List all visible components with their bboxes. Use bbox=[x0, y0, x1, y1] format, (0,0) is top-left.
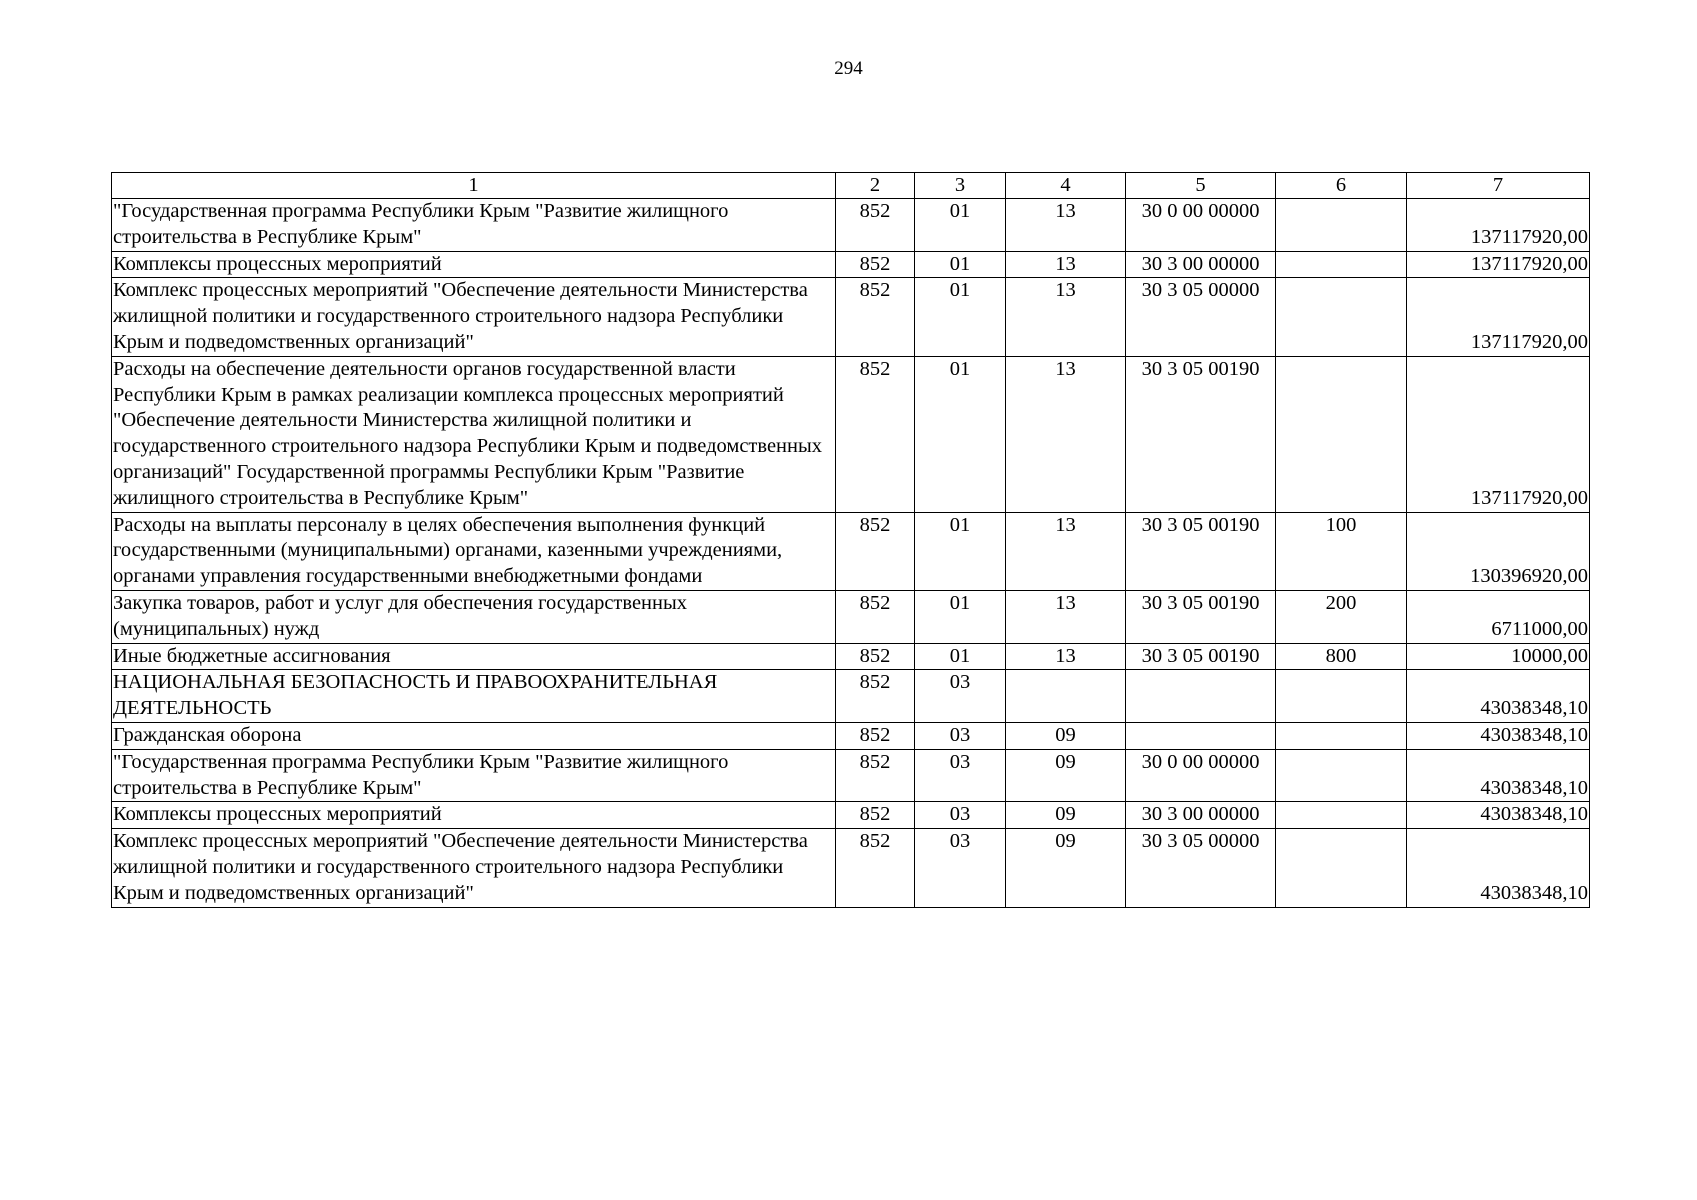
row-col3-cell: 01 bbox=[915, 590, 1006, 643]
table-header bbox=[112, 173, 1590, 199]
row-amount-cell: 137117920,00 bbox=[1407, 356, 1590, 512]
row-col2-cell: 852 bbox=[836, 749, 915, 802]
row-col2-cell: 852 bbox=[836, 199, 915, 252]
row-col2-cell: 852 bbox=[836, 251, 915, 278]
column-header-3: 3 bbox=[915, 173, 1006, 199]
row-col4-cell: 13 bbox=[1006, 356, 1126, 512]
row-col5-cell bbox=[1126, 670, 1276, 723]
table-row bbox=[112, 749, 1590, 802]
table-row bbox=[112, 590, 1590, 643]
row-col6-cell bbox=[1276, 829, 1407, 907]
row-name-cell: "Государственная программа Республики Крым "Развитие жилищного строительства в Республике Крым" bbox=[112, 749, 836, 802]
column-header-4: 4 bbox=[1006, 173, 1126, 199]
row-col5-cell: 30 3 05 00000 bbox=[1126, 278, 1276, 356]
row-col3-cell: 03 bbox=[915, 670, 1006, 723]
row-col5-cell: 30 3 05 00000 bbox=[1126, 829, 1276, 907]
budget-table bbox=[111, 172, 1590, 908]
row-name-cell: Комплексы процессных мероприятий bbox=[112, 251, 836, 278]
row-amount-cell: 10000,00 bbox=[1407, 643, 1590, 670]
table-row bbox=[112, 356, 1590, 512]
row-name-cell: Иные бюджетные ассигнования bbox=[112, 643, 836, 670]
row-col3-cell: 03 bbox=[915, 802, 1006, 829]
row-amount-cell: 137117920,00 bbox=[1407, 251, 1590, 278]
row-col4-cell: 13 bbox=[1006, 278, 1126, 356]
row-col6-cell bbox=[1276, 722, 1407, 749]
table-row bbox=[112, 278, 1590, 356]
row-col3-cell: 01 bbox=[915, 278, 1006, 356]
row-col3-cell: 01 bbox=[915, 251, 1006, 278]
row-name-cell: НАЦИОНАЛЬНАЯ БЕЗОПАСНОСТЬ И ПРАВООХРАНИТЕЛЬНАЯ ДЕЯТЕЛЬНОСТЬ bbox=[112, 670, 836, 723]
row-col4-cell: 13 bbox=[1006, 512, 1126, 590]
column-header-2: 2 bbox=[836, 173, 915, 199]
row-col2-cell: 852 bbox=[836, 802, 915, 829]
row-col4-cell: 09 bbox=[1006, 722, 1126, 749]
row-col5-cell bbox=[1126, 722, 1276, 749]
row-col6-cell: 800 bbox=[1276, 643, 1407, 670]
row-col5-cell: 30 3 00 00000 bbox=[1126, 802, 1276, 829]
row-col3-cell: 01 bbox=[915, 356, 1006, 512]
table-row bbox=[112, 802, 1590, 829]
row-amount-cell: 130396920,00 bbox=[1407, 512, 1590, 590]
row-amount-cell: 137117920,00 bbox=[1407, 199, 1590, 252]
row-col5-cell: 30 3 05 00190 bbox=[1126, 643, 1276, 670]
row-col6-cell bbox=[1276, 356, 1407, 512]
table-row bbox=[112, 251, 1590, 278]
row-col2-cell: 852 bbox=[836, 590, 915, 643]
table-body bbox=[112, 199, 1590, 908]
row-col6-cell: 100 bbox=[1276, 512, 1407, 590]
table-row bbox=[112, 643, 1590, 670]
row-col3-cell: 03 bbox=[915, 749, 1006, 802]
row-col6-cell bbox=[1276, 278, 1407, 356]
row-col6-cell: 200 bbox=[1276, 590, 1407, 643]
row-col2-cell: 852 bbox=[836, 643, 915, 670]
row-col5-cell: 30 3 05 00190 bbox=[1126, 512, 1276, 590]
row-col3-cell: 01 bbox=[915, 643, 1006, 670]
row-col6-cell bbox=[1276, 251, 1407, 278]
row-col3-cell: 03 bbox=[915, 722, 1006, 749]
row-col4-cell: 09 bbox=[1006, 802, 1126, 829]
row-col6-cell bbox=[1276, 802, 1407, 829]
row-col2-cell: 852 bbox=[836, 356, 915, 512]
row-col4-cell: 13 bbox=[1006, 251, 1126, 278]
table-row bbox=[112, 512, 1590, 590]
table-row bbox=[112, 199, 1590, 252]
row-col6-cell bbox=[1276, 199, 1407, 252]
row-name-cell: Расходы на выплаты персоналу в целях обеспечения выполнения функций государственными (муниципальными) органами, казенными учреждениями, органами управления государственными внебюджетными фондами bbox=[112, 512, 836, 590]
table-row bbox=[112, 829, 1590, 907]
row-name-cell: Комплекс процессных мероприятий "Обеспечение деятельности Министерства жилищной политики и государственного строительного надзора Республики Крым и подведомственных организаций" bbox=[112, 278, 836, 356]
row-col4-cell: 09 bbox=[1006, 749, 1126, 802]
row-amount-cell: 43038348,10 bbox=[1407, 670, 1590, 723]
row-col2-cell: 852 bbox=[836, 670, 915, 723]
table-row bbox=[112, 722, 1590, 749]
row-amount-cell: 43038348,10 bbox=[1407, 802, 1590, 829]
row-amount-cell: 6711000,00 bbox=[1407, 590, 1590, 643]
row-amount-cell: 43038348,10 bbox=[1407, 749, 1590, 802]
row-col5-cell: 30 0 00 00000 bbox=[1126, 199, 1276, 252]
column-header-5: 5 bbox=[1126, 173, 1276, 199]
header-row bbox=[112, 173, 1590, 199]
row-col4-cell: 13 bbox=[1006, 199, 1126, 252]
row-col4-cell: 09 bbox=[1006, 829, 1126, 907]
row-amount-cell: 137117920,00 bbox=[1407, 278, 1590, 356]
row-name-cell: Расходы на обеспечение деятельности органов государственной власти Республики Крым в рамках реализации комплекса процессных мероприятий "Обеспечение деятельности Министерства жилищной политики и государственного строительного надзора Республики Крым и подведомственных организаций" Государственной программы Республики Крым "Развитие жилищного строительства в Республике Крым" bbox=[112, 356, 836, 512]
row-col6-cell bbox=[1276, 670, 1407, 723]
row-col2-cell: 852 bbox=[836, 829, 915, 907]
table-row bbox=[112, 670, 1590, 723]
row-col5-cell: 30 3 05 00190 bbox=[1126, 590, 1276, 643]
row-col3-cell: 01 bbox=[915, 199, 1006, 252]
row-col2-cell: 852 bbox=[836, 722, 915, 749]
page-number: 294 bbox=[834, 58, 863, 79]
row-col6-cell bbox=[1276, 749, 1407, 802]
row-col4-cell: 13 bbox=[1006, 590, 1126, 643]
row-col5-cell: 30 0 00 00000 bbox=[1126, 749, 1276, 802]
row-name-cell: Комплексы процессных мероприятий bbox=[112, 802, 836, 829]
column-header-1: 1 bbox=[112, 173, 836, 199]
row-name-cell: Гражданская оборона bbox=[112, 722, 836, 749]
column-header-6: 6 bbox=[1276, 173, 1407, 199]
row-amount-cell: 43038348,10 bbox=[1407, 829, 1590, 907]
row-col5-cell: 30 3 00 00000 bbox=[1126, 251, 1276, 278]
row-col4-cell bbox=[1006, 670, 1126, 723]
row-col2-cell: 852 bbox=[836, 278, 915, 356]
row-name-cell: Закупка товаров, работ и услуг для обеспечения государственных (муниципальных) нужд bbox=[112, 590, 836, 643]
row-name-cell: "Государственная программа Республики Крым "Развитие жилищного строительства в Республике Крым" bbox=[112, 199, 836, 252]
row-col3-cell: 03 bbox=[915, 829, 1006, 907]
row-col4-cell: 13 bbox=[1006, 643, 1126, 670]
row-col3-cell: 01 bbox=[915, 512, 1006, 590]
column-header-7: 7 bbox=[1407, 173, 1590, 199]
row-col5-cell: 30 3 05 00190 bbox=[1126, 356, 1276, 512]
row-col2-cell: 852 bbox=[836, 512, 915, 590]
row-name-cell: Комплекс процессных мероприятий "Обеспечение деятельности Министерства жилищной политики и государственного строительного надзора Республики Крым и подведомственных организаций" bbox=[112, 829, 836, 907]
row-amount-cell: 43038348,10 bbox=[1407, 722, 1590, 749]
